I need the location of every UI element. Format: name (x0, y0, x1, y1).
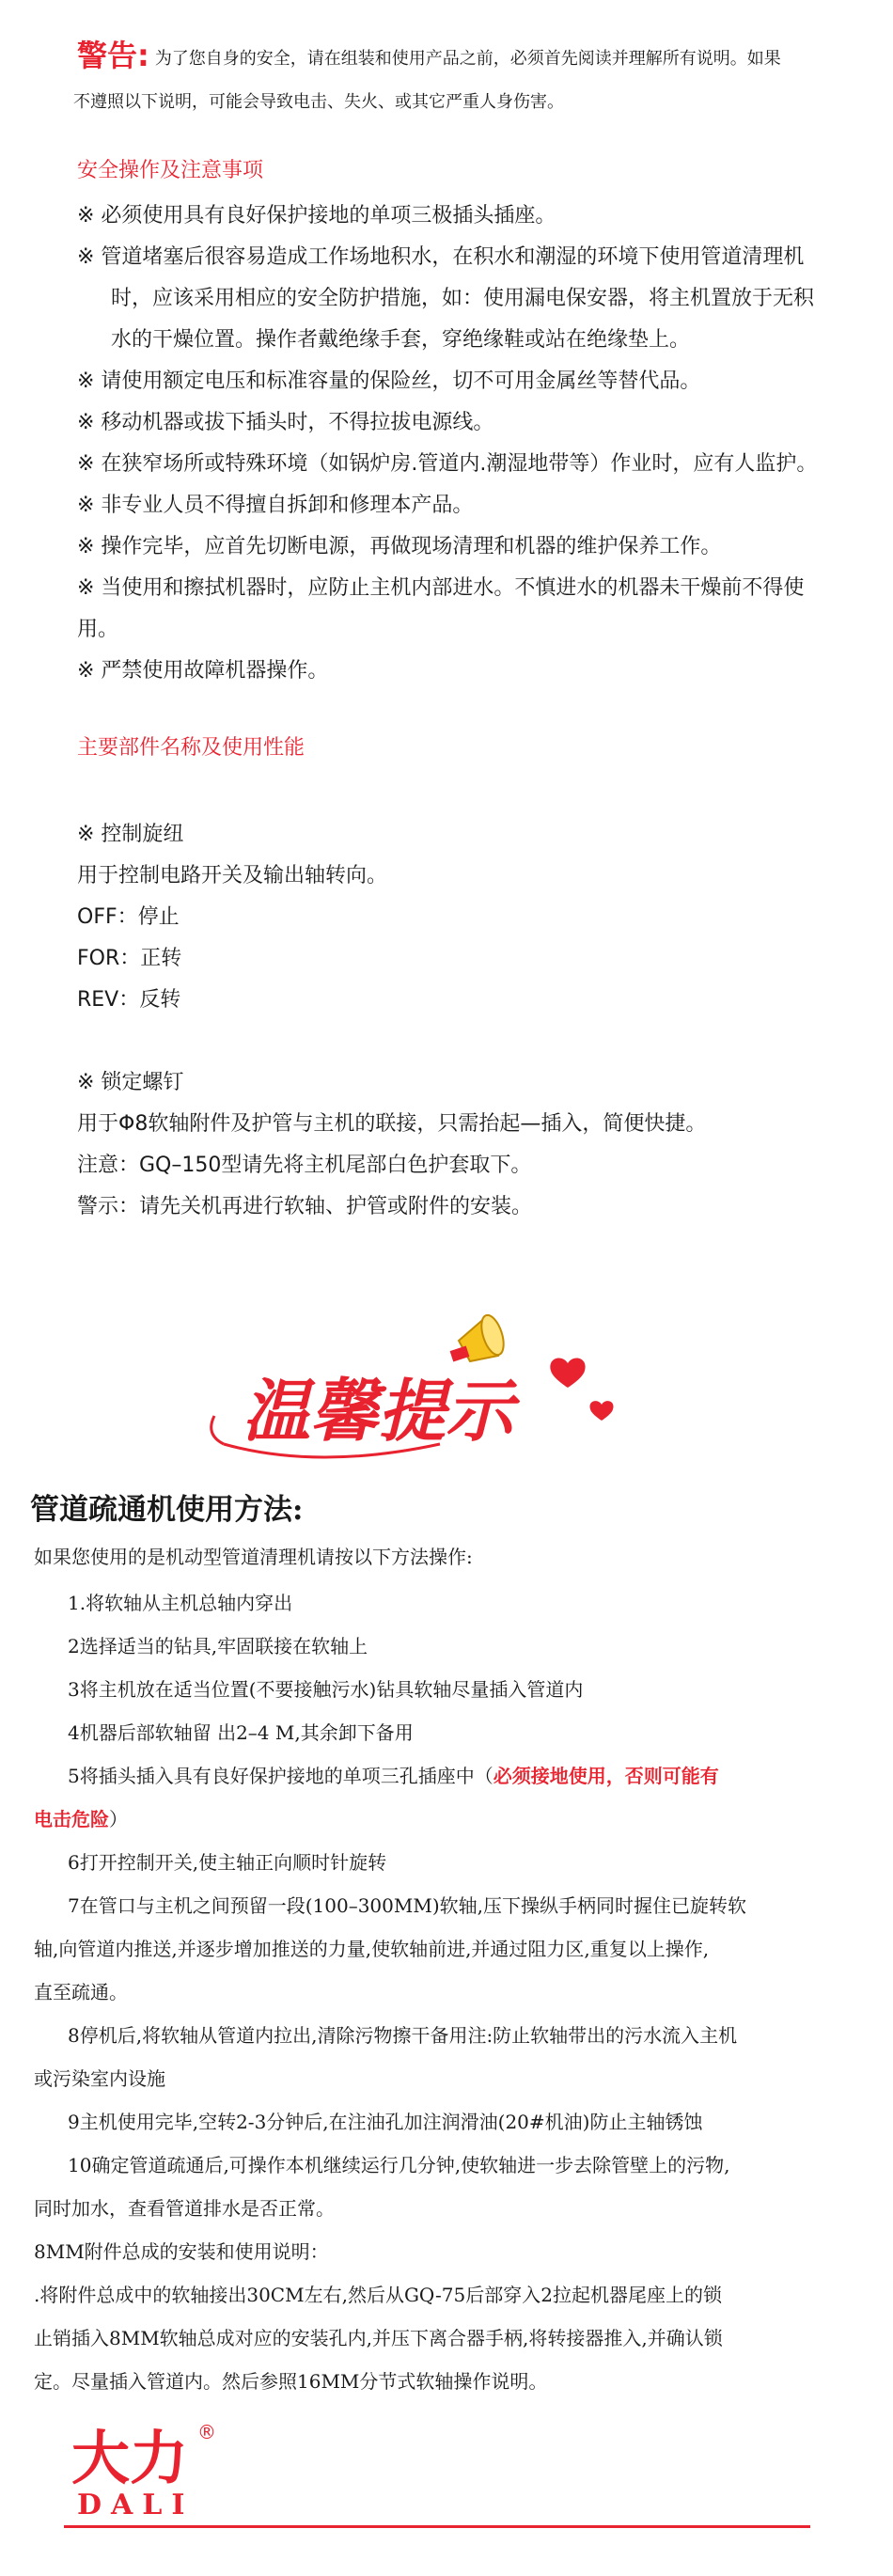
knob-rev: REV：反转 (77, 988, 181, 1012)
knob-desc: 用于控制电路开关及输出轴转向。 (77, 864, 388, 887)
heart-icon-small (589, 1401, 613, 1421)
safety-item-6: ※ 非专业人员不得擅自拆卸和修理本产品。 (77, 494, 474, 517)
warning-text-2: 不遵照以下说明，可能会导致电击、失火、或其它严重人身伤害。 (73, 92, 564, 112)
screw-note: 注意：GQ–150型请先将主机尾部白色护套取下。 (77, 1154, 532, 1177)
logo-registered-mark: ® (197, 2421, 216, 2443)
warm-tips-text: 温馨提示 (243, 1371, 514, 1451)
usage-step-7 (34, 1884, 857, 2014)
logo-english: DALI (77, 2489, 195, 2520)
safety-item-8 (77, 568, 848, 651)
usage-step-7-line-2: 轴,向管道内推送,并逐步增加推送的力量,使软轴前进,并通过阻力区,重复以上操作, (34, 1938, 710, 1960)
usage-step-10-line-1: 10确定管道疏通后,可操作本机继续运行几分钟,使软轴进一步去除管壁上的污物, (68, 2154, 730, 2176)
knob-for: FOR：正转 (77, 947, 182, 970)
screw-desc: 用于Φ8软轴附件及护管与主机的联接，只需抬起—插入，简便快捷。 (77, 1112, 707, 1136)
safety-item-8-line-2: 用。 (77, 618, 119, 641)
knob-section (77, 814, 848, 1021)
accessory-instructions (34, 2273, 857, 2403)
usage-step-7-line-1: 7在管口与主机之间预留一段(100–300MM)软轴,压下操纵手柄同时握住已旋转软 (68, 1894, 746, 1917)
parts-heading: 主要部件名称及使用性能 (77, 736, 306, 760)
accessory-line-3: 定。尽量插入管道内。然后参照16MM分节式软轴操作说明。 (34, 2370, 548, 2393)
knob-off: OFF：停止 (77, 905, 180, 929)
safety-item-5: ※ 在狭窄场所或特殊环境（如锅炉房.管道内.潮湿地带等）作业时，应有人监护。 (77, 452, 818, 476)
usage-step-5-warning-1: 必须接地使用，否则可能有 (493, 1765, 719, 1787)
usage-title: 管道疏通机使用方法: (30, 1493, 304, 1527)
warning-title: 警告: (77, 38, 149, 73)
knob-title: ※ 控制旋纽 (77, 823, 184, 846)
safety-item-7: ※ 操作完毕，应首先切断电源，再做现场清理和机器的维护保养工作。 (77, 535, 722, 558)
usage-step-3: 3将主机放在适当位置(不要接触污水)钻具软轴尽量插入管道内 (68, 1678, 584, 1701)
usage-step-8-line-1: 8停机后,将软轴从管道内拉出,清除污物擦干备用注:防止软轴带出的污水流入主机 (68, 2024, 738, 2047)
safety-item-2 (77, 237, 848, 361)
usage-step-5-text: 5将插头插入具有良好保护接地的单项三孔插座中（ (68, 1765, 494, 1787)
usage-step-5-warning-2: 电击危险 (34, 1808, 109, 1830)
logo-chinese: 大力 (71, 2424, 189, 2492)
heart-icon (550, 1358, 585, 1388)
safety-item-3: ※ 请使用额定电压和标准容量的保险丝，切不可用金属丝等替代品。 (77, 369, 701, 393)
screw-caution: 警示：请先关机再进行软轴、护管或附件的安装。 (77, 1195, 533, 1218)
usage-step-10-line-2: 同时加水，查看管道排水是否正常。 (34, 2197, 335, 2220)
safety-list (77, 196, 848, 692)
warm-tips-banner (205, 1303, 637, 1472)
usage-step-2: 2选择适当的钻具,牢固联接在软轴上 (68, 1635, 368, 1657)
usage-step-5 (34, 1754, 857, 1841)
safety-item-2-line-3: 水的干燥位置。操作者戴绝缘手套，穿绝缘鞋或站在绝缘垫上。 (111, 328, 691, 352)
safety-item-2-line-1: ※ 管道堵塞后很容易造成工作场地积水，在积水和潮湿的环境下使用管道清理机 (77, 245, 805, 269)
dali-logo-graphic (64, 2416, 252, 2520)
usage-step-6: 6打开控制开关,使主轴正向顺时针旋转 (68, 1851, 387, 1874)
dali-logo (64, 2416, 252, 2520)
screw-section (77, 1062, 848, 1228)
accessory-title: 8MM附件总成的安装和使用说明： (34, 2240, 329, 2263)
usage-step-8 (34, 2014, 857, 2100)
warning-block (73, 38, 857, 117)
accessory-line-2: 止销插入8MM软轴总成对应的安装孔内,并压下离合器手柄,将转接器推入,并确认锁 (34, 2327, 723, 2349)
usage-step-5-close: ） (109, 1808, 128, 1830)
warning-line-1 (77, 38, 857, 73)
megaphone-icon (450, 1312, 509, 1362)
safety-item-4: ※ 移动机器或拔下插头时，不得拉拔电源线。 (77, 411, 494, 434)
warm-tips-graphic (205, 1303, 637, 1472)
usage-step-1: 1.将软轴从主机总轴内穿出 (68, 1592, 293, 1614)
footer-divider (64, 2525, 810, 2528)
accessory-line-1: .将附件总成中的软轴接出30CM左右,然后从GQ-75后部穿入2拉起机器尾座上的锁 (34, 2284, 722, 2306)
safety-heading: 安全操作及注意事项 (77, 159, 264, 182)
safety-item-2-line-2: 时，应该采用相应的安全防护措施，如：使用漏电保安器，将主机置放于无积 (111, 287, 815, 310)
usage-step-7-line-3: 直至疏通。 (34, 1981, 128, 2003)
safety-item-9: ※ 严禁使用故障机器操作。 (77, 659, 329, 683)
usage-step-4: 4机器后部软轴留 出2–4 M,其余卸下备用 (68, 1721, 414, 1744)
usage-steps (34, 1581, 857, 2403)
warning-text-1: 为了您自身的安全，请在组装和使用产品之前，必须首先阅读并理解所有说明。如果 (154, 49, 781, 69)
usage-step-9: 9主机使用完毕,空转2-3分钟后,在注油孔加注润滑油(20#机油)防止主轴锈蚀 (68, 2111, 703, 2133)
usage-intro: 如果您使用的是机动型管道清理机请按以下方法操作: (34, 1546, 473, 1568)
safety-item-8-line-1: ※ 当使用和擦拭机器时，应防止主机内部进水。不慎进水的机器未干燥前不得使 (77, 576, 805, 600)
usage-step-10 (34, 2144, 857, 2230)
screw-title: ※ 锁定螺钉 (77, 1071, 184, 1094)
safety-item-1: ※ 必须使用具有良好保护接地的单项三极插头插座。 (77, 204, 556, 228)
usage-step-8-line-2: 或污染室内设施 (34, 2067, 165, 2090)
